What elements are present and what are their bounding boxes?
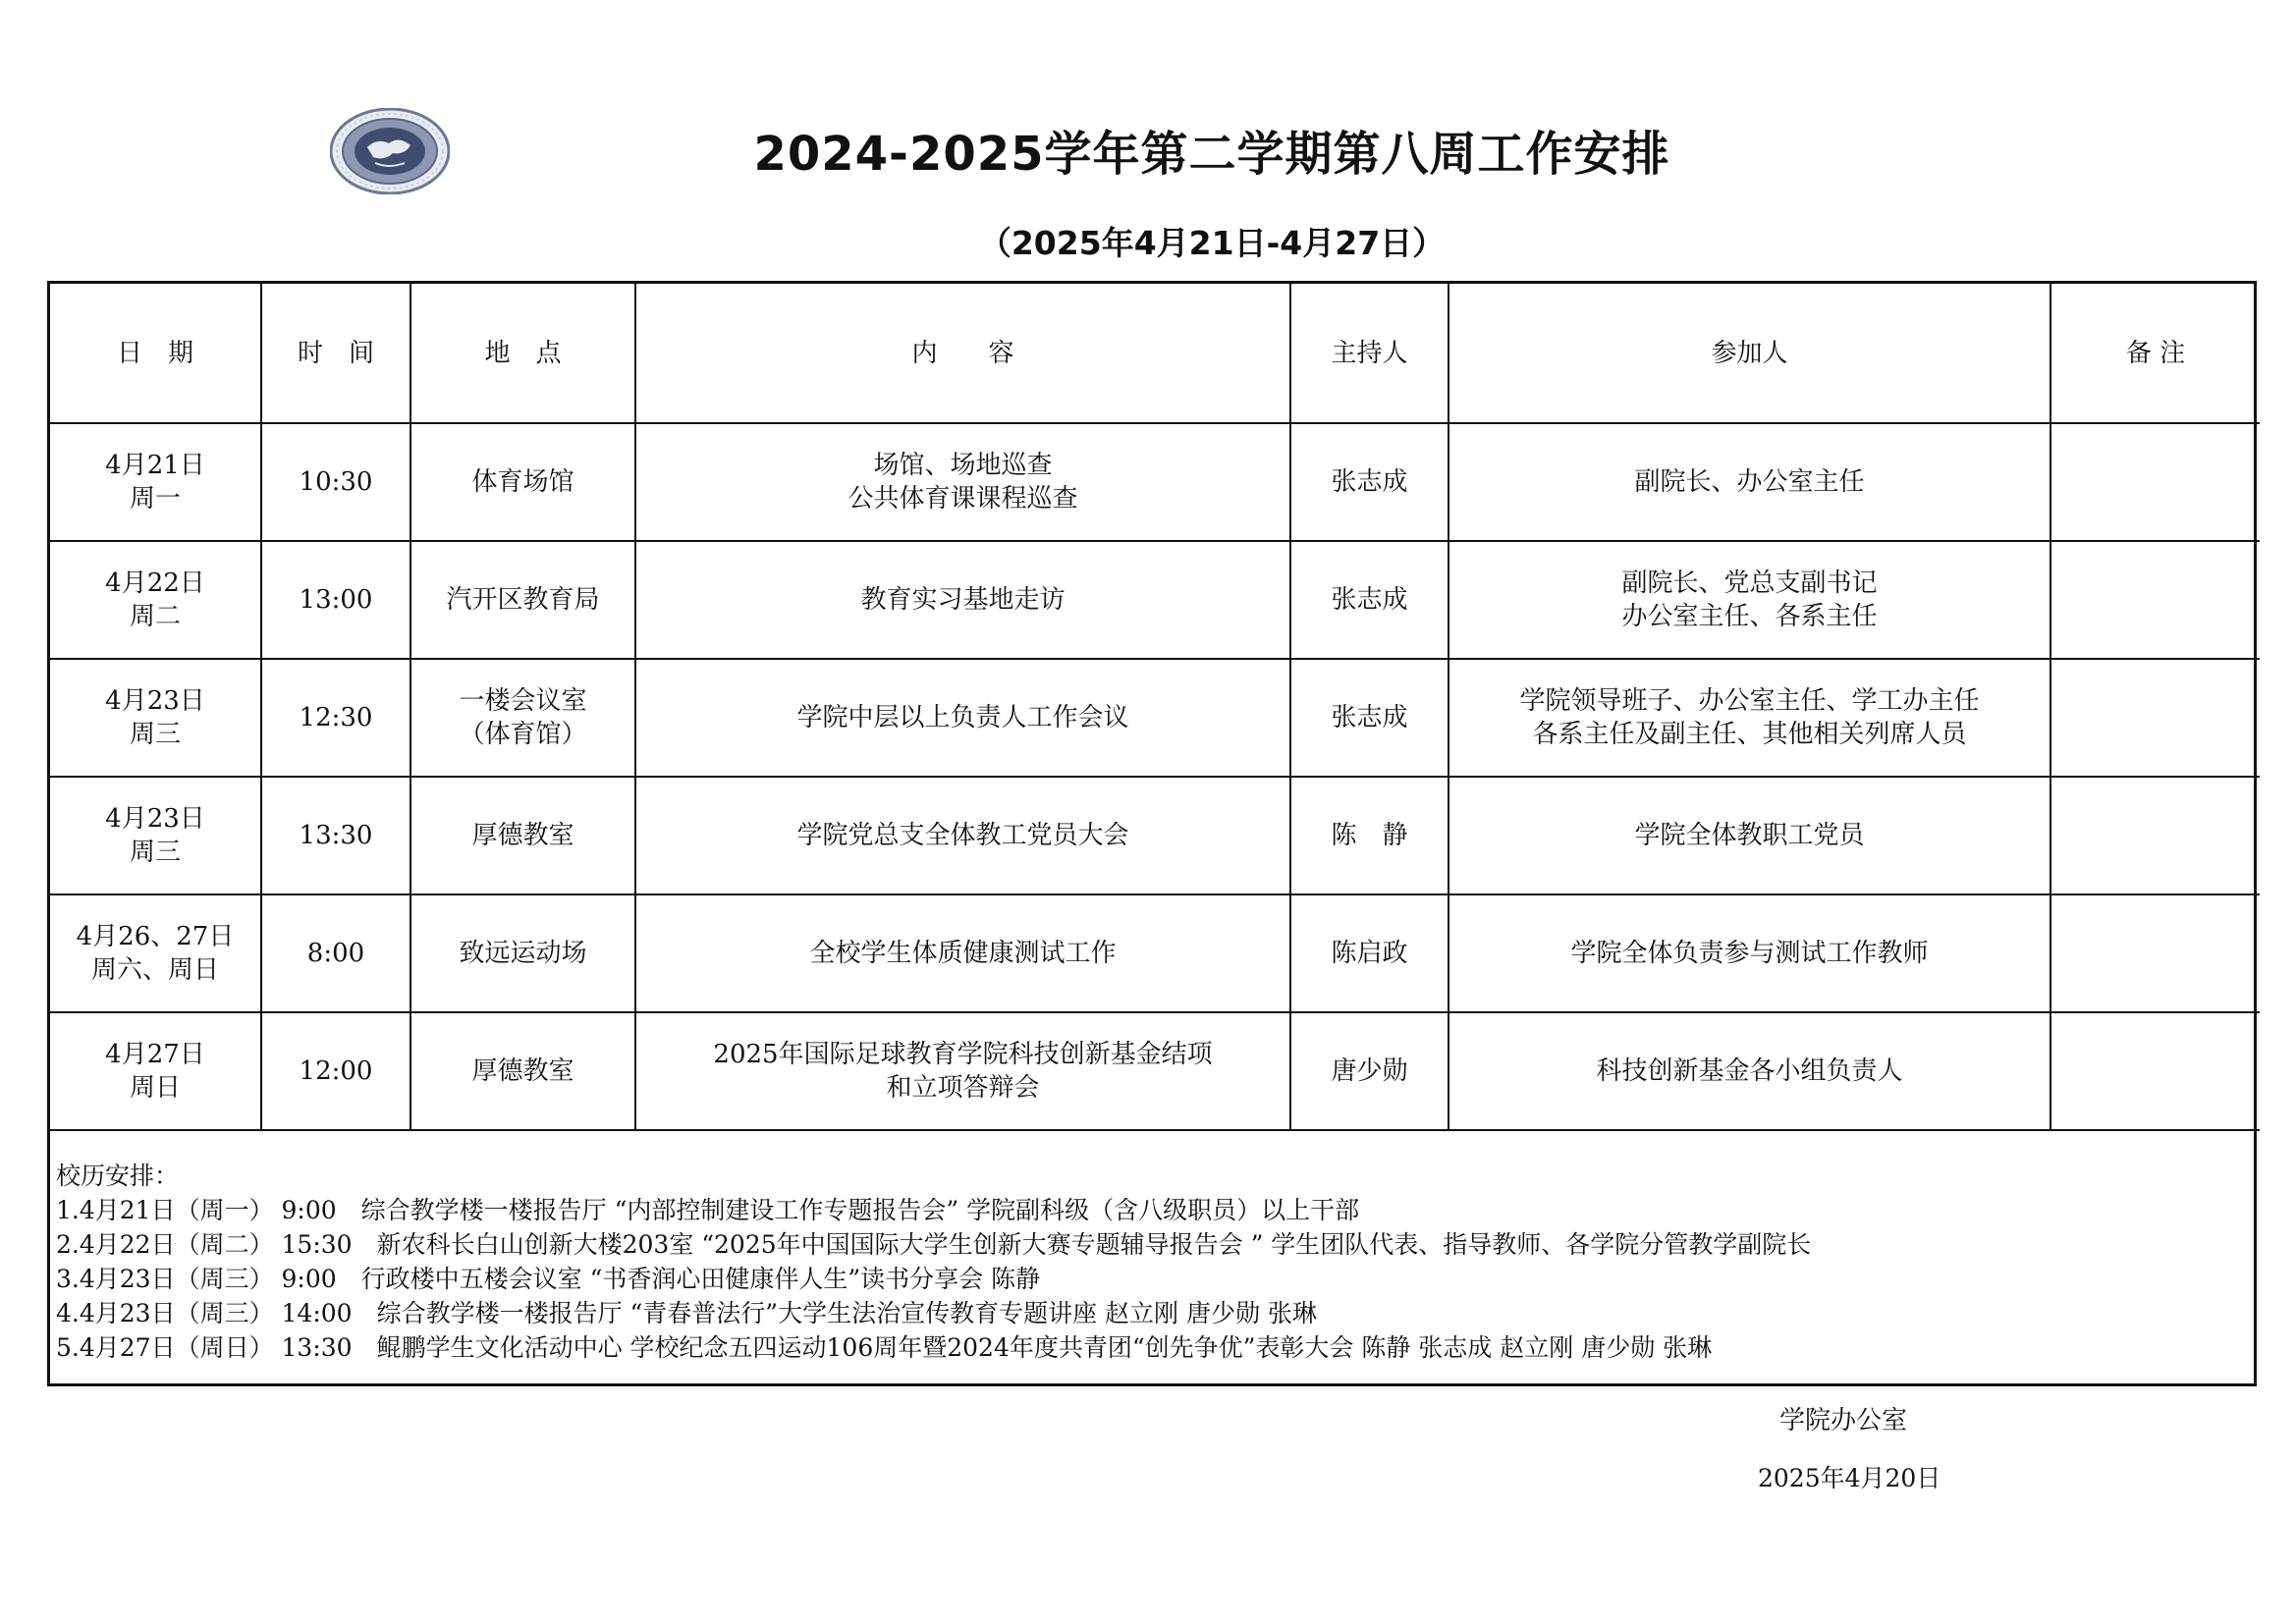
calendar-item: 3.4月23日（周三） 9:00 行政楼中五楼会议室 “书香润心田健康伴人生”读书分享会 陈静 [56,1265,1041,1293]
date-cell: 4月26、27日 周六、周日 [50,894,261,1012]
schedule-table [50,284,2260,1131]
remark-cell [2050,541,2260,659]
remark-cell [2050,1012,2260,1130]
place-cell: 厚德教室 [410,777,635,894]
issuing-office: 学院办公室 [1779,1406,1908,1435]
col-participants: 参加人 [1449,284,2050,423]
col-content: 内 容 [635,284,1290,423]
content-cell: 学院中层以上负责人工作会议 [635,659,1290,777]
host-cell: 陈 静 [1290,777,1449,894]
host-cell: 唐少勋 [1290,1012,1449,1130]
calendar-item: 2.4月22日（周二） 15:30 新农科长白山创新大楼203室 “2025年中国国际大学生创新大赛专题辅导报告会 ” 学生团队代表、指导教师、各学院分管教学副院长 [56,1230,1812,1259]
content-cell: 教育实习基地走访 [635,541,1290,659]
host-cell: 张志成 [1290,541,1449,659]
schedule-sheet [47,281,2257,1386]
content-cell: 学院党总支全体教工党员大会 [635,777,1290,894]
date-cell: 4月23日 周三 [50,659,261,777]
calendar-item: 1.4月21日（周一） 9:00 综合教学楼一楼报告厅 “内部控制建设工作专题报告会” 学院副科级（含八级职员）以上干部 [56,1196,1360,1224]
table-row [50,423,2260,541]
school-calendar-section [50,1131,2254,1365]
date-cell: 4月27日 周日 [50,1012,261,1130]
calendar-item: 4.4月23日（周三） 14:00 综合教学楼一楼报告厅 “青春普法行”大学生法治宣传教育专题讲座 赵立刚 唐少勋 张琳 [56,1299,1317,1327]
table-row [50,777,2260,894]
remark-cell [2050,777,2260,894]
time-cell: 12:30 [261,659,410,777]
content-cell: 全校学生体质健康测试工作 [635,894,1290,1012]
participants-cell: 学院领导班子、办公室主任、学工办主任 各系主任及副主任、其他相关列席人员 [1449,659,2050,777]
page-title: 2024-2025学年第二学期第八周工作安排 [753,127,1670,182]
participants-cell: 科技创新基金各小组负责人 [1449,1012,2050,1130]
table-row [50,541,2260,659]
time-cell: 8:00 [261,894,410,1012]
date-cell: 4月23日 周三 [50,777,261,894]
remark-cell [2050,894,2260,1012]
col-remark: 备 注 [2050,284,2260,423]
time-cell: 10:30 [261,423,410,541]
place-cell: 厚德教室 [410,1012,635,1130]
table-row [50,894,2260,1012]
calendar-title: 校历安排： [56,1162,180,1190]
remark-cell [2050,659,2260,777]
calendar-item: 5.4月27日（周日） 13:30 鲲鹏学生文化活动中心 学校纪念五四运动106周年暨2024年度共青团“创先争优”表彰大会 陈静 张志成 赵立刚 唐少勋 张琳 [56,1333,1713,1362]
content-cell: 场馆、场地巡查 公共体育课课程巡查 [635,423,1290,541]
remark-cell [2050,423,2260,541]
host-cell: 张志成 [1290,423,1449,541]
time-cell: 13:30 [261,777,410,894]
place-cell: 体育场馆 [410,423,635,541]
place-cell: 汽开区教育局 [410,541,635,659]
date-cell: 4月22日 周二 [50,541,261,659]
col-time: 时 间 [261,284,410,423]
participants-cell: 学院全体负责参与测试工作教师 [1449,894,2050,1012]
date-cell: 4月21日 周一 [50,423,261,541]
col-date: 日 期 [50,284,261,423]
place-cell: 致远运动场 [410,894,635,1012]
place-cell: 一楼会议室 （体育馆） [410,659,635,777]
participants-cell: 副院长、办公室主任 [1449,423,2050,541]
time-cell: 13:00 [261,541,410,659]
col-host: 主持人 [1290,284,1449,423]
col-place: 地 点 [410,284,635,423]
host-cell: 张志成 [1290,659,1449,777]
time-cell: 12:00 [261,1012,410,1130]
issue-date: 2025年4月20日 [1758,1464,1941,1492]
header-row [50,284,2260,423]
content-cell: 2025年国际足球教育学院科技创新基金结项 和立项答辩会 [635,1012,1290,1130]
participants-cell: 副院长、党总支副书记 办公室主任、各系主任 [1449,541,2050,659]
host-cell: 陈启政 [1290,894,1449,1012]
table-row [50,659,2260,777]
date-range-subtitle: （2025年4月21日-4月27日） [978,224,1446,262]
participants-cell: 学院全体教职工党员 [1449,777,2050,894]
table-row [50,1012,2260,1130]
